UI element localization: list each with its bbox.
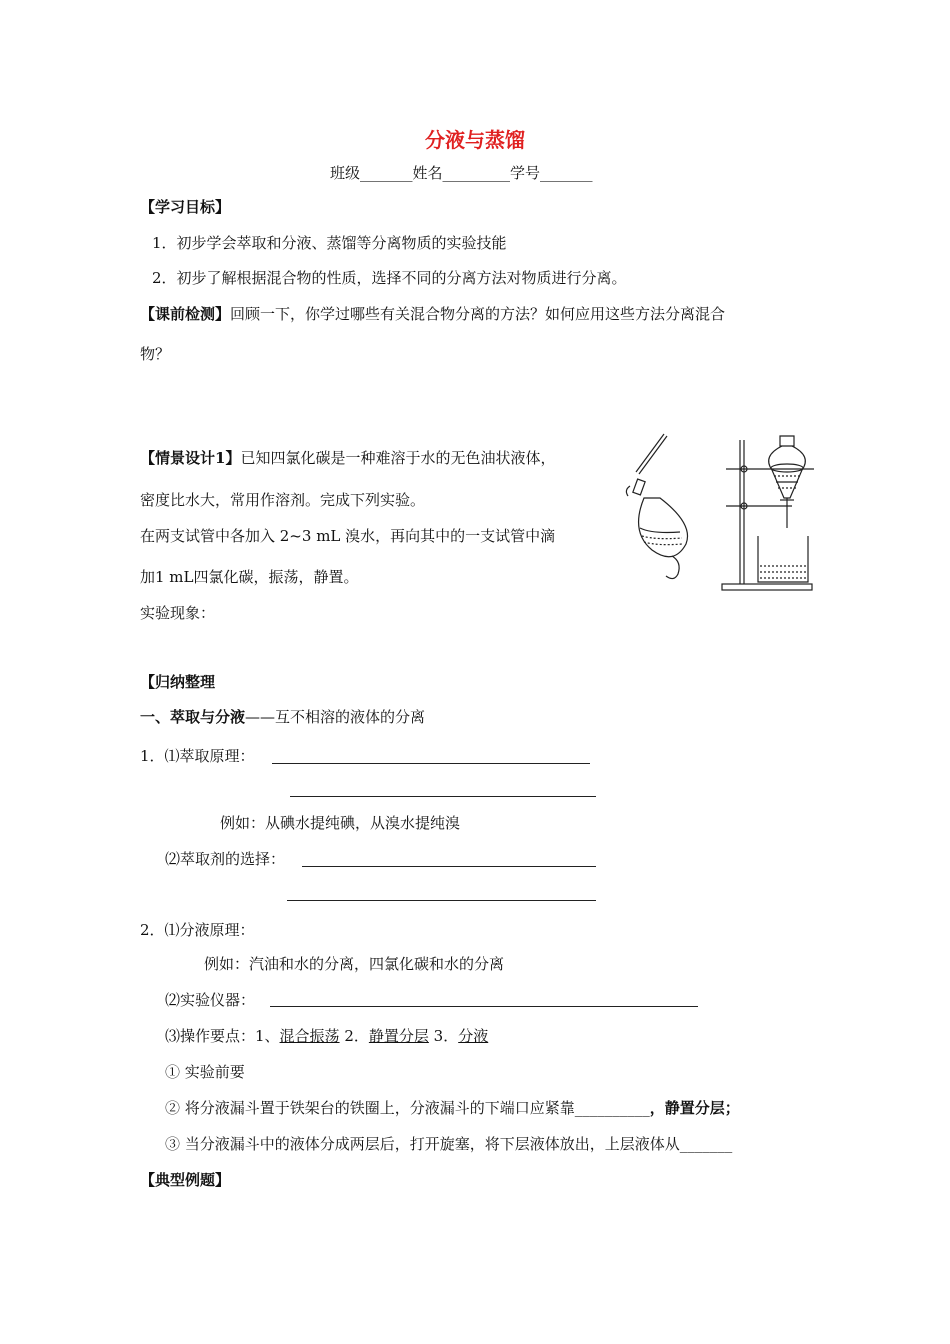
scenario-text-1: 已知四氯化碳是一种难溶于水的无色油状液体， xyxy=(240,449,556,467)
step-separator: 2． xyxy=(339,1027,369,1045)
precheck-heading: 【课前检测】 xyxy=(140,305,231,323)
step-2-text: ② 将分液漏斗置于铁架台的铁圈上，分液漏斗的下端口应紧靠 xyxy=(165,1099,575,1117)
step-separator: 3． xyxy=(428,1027,459,1045)
precheck-text-1: 回顾一下，你学过哪些有关混合物分离的方法？如何应用这些方法分离混合 xyxy=(230,305,726,323)
step-1: ① 实验前要 xyxy=(165,1063,245,1081)
scenario-text-3: 在两支试管中各加入 2~3 mL 溴水，再向其中的一支试管中滴 xyxy=(140,527,556,545)
scenario-observe-label: 实验现象： xyxy=(140,604,216,622)
step-2 xyxy=(165,1098,740,1118)
section-1-title: 一、萃取与分液 xyxy=(140,708,246,726)
answer-blank[interactable] xyxy=(270,1006,698,1007)
summary-heading: 【归纳整理 xyxy=(140,673,216,691)
extractant-selection-label: ⑵萃取剂的选择： xyxy=(165,850,286,868)
step-mix-shake: 混合振荡 xyxy=(279,1027,340,1045)
scenario-text-4: 加1 mL四氯化碳，振荡，静置。 xyxy=(140,568,359,586)
section-1-subtitle: ——互不相溶的液体的分离 xyxy=(245,708,426,726)
precheck-line-1 xyxy=(140,304,725,324)
operation-points-label: ⑶操作要点：1、 xyxy=(165,1027,280,1045)
step-stand-layer: 静置分层 xyxy=(368,1027,429,1045)
answer-blank[interactable] xyxy=(272,763,590,764)
step-separate: 分液 xyxy=(458,1027,489,1045)
answer-blank[interactable] xyxy=(290,796,596,797)
separatory-funnel-illustration xyxy=(622,432,814,594)
scenario-heading: 【情景设计1】 xyxy=(140,449,241,467)
answer-blank[interactable] xyxy=(287,900,596,901)
step-2-tail: ，静置分层； xyxy=(649,1099,740,1117)
apparatus-label: ⑵实验仪器： xyxy=(165,991,256,1009)
page-title: 分液与蒸馏 xyxy=(425,128,525,152)
student-info-line: 班级_______姓名_________学号_______ xyxy=(330,164,593,182)
goals-heading: 【学习目标】 xyxy=(140,198,231,216)
separation-example: 例如：汽油和水的分离，四氯化碳和水的分离 xyxy=(204,955,505,973)
answer-blank[interactable] xyxy=(302,866,596,867)
goal-item-1: 1．初步学会萃取和分液、蒸馏等分离物质的实验技能 xyxy=(152,234,507,252)
section-1-heading xyxy=(140,707,425,727)
separation-principle-label: 2．⑴分液原理： xyxy=(140,921,255,939)
goal-item-2: 2．初步了解根据混合物的性质，选择不同的分离方法对物质进行分离。 xyxy=(152,269,627,287)
examples-heading: 【典型例题】 xyxy=(140,1171,231,1189)
scenario-line-1 xyxy=(140,448,555,468)
step-2-blank[interactable]: __________ xyxy=(574,1099,650,1117)
extraction-example: 例如：从碘水提纯碘，从溴水提纯溴 xyxy=(220,814,461,832)
precheck-text-2: 物？ xyxy=(140,345,171,363)
operation-points xyxy=(165,1026,488,1046)
step-3: ③ 当分液漏斗中的液体分成两层后，打开旋塞，将下层液体放出，上层液体从_______ xyxy=(165,1135,733,1153)
scenario-text-2: 密度比水大，常用作溶剂。完成下列实验。 xyxy=(140,491,426,509)
extraction-principle-label: 1．⑴萃取原理： xyxy=(140,747,255,765)
